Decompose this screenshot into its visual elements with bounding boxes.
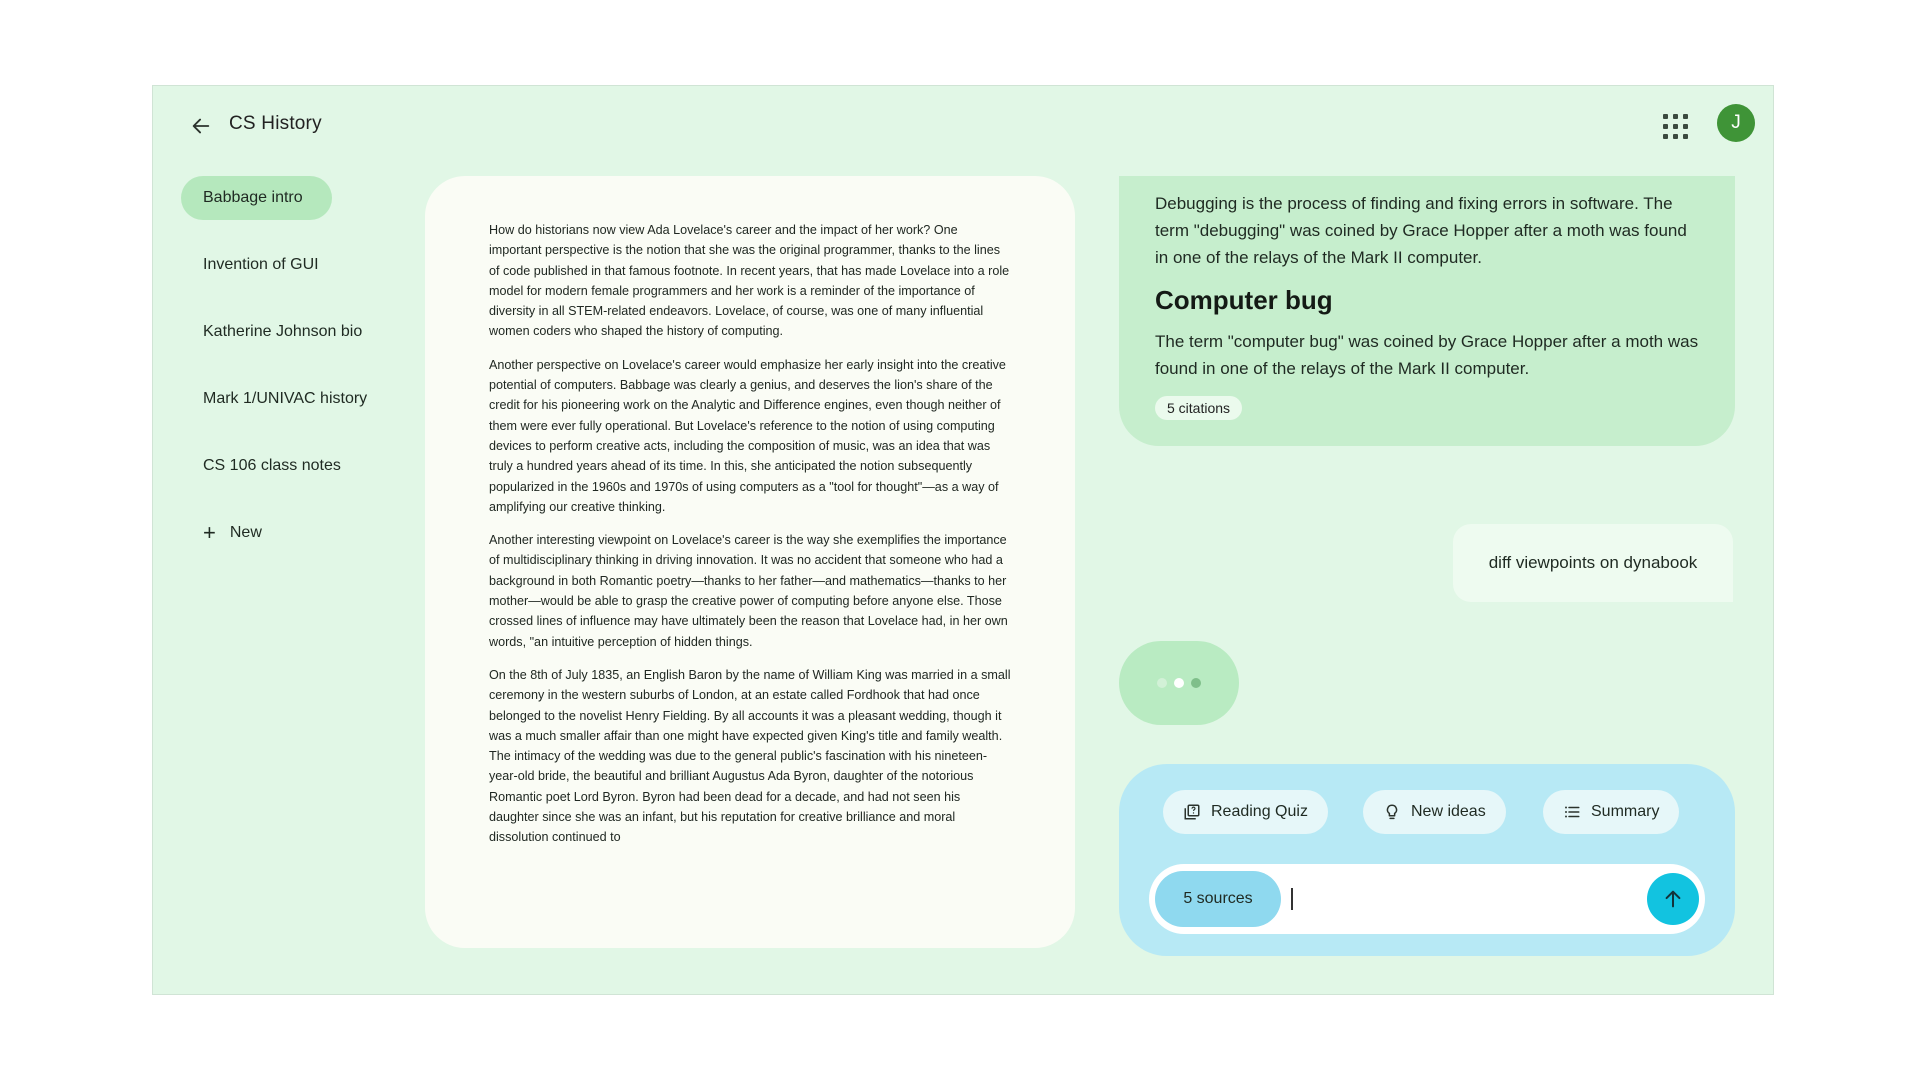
user-message-text: diff viewpoints on dynabook [1488, 553, 1698, 572]
arrow-left-icon [190, 115, 212, 137]
app-window [152, 85, 1774, 995]
apps-grid-icon[interactable] [1659, 110, 1691, 142]
sidebar-item-katherine-johnson-bio[interactable]: Katherine Johnson bio [203, 323, 363, 340]
assistant-answer-card [1119, 176, 1735, 446]
reading-quiz-button[interactable] [1163, 790, 1328, 834]
sidebar-item-babbage-intro[interactable]: Babbage intro [181, 176, 332, 220]
new-ideas-label: New ideas [1411, 803, 1486, 820]
document-paragraph: How do historians now view Ada Lovelace's career and the impact of her work? One important perspective is the notion that she was the original programmer, thanks to the lines of code published in that famous footnote. In recent years, that has made Lovelace into a role model for modern female programmers and her work is a reminder of the importance of diversity in all STEM-related endeavors. Lovelace, of course, was one of many influential women coders who shaped the history of computing. [489, 223, 1010, 339]
quiz-icon [1183, 803, 1201, 821]
new-notebook-label: New [229, 524, 262, 541]
composer-panel [1119, 764, 1735, 956]
sidebar-item-cs106-class-notes[interactable]: CS 106 class notes [203, 457, 341, 474]
back-button[interactable] [183, 108, 219, 144]
avatar[interactable]: J [1717, 104, 1755, 142]
page-title: CS History [229, 113, 322, 134]
sidebar [181, 176, 401, 555]
citations-chip[interactable]: 5 citations [1155, 396, 1242, 420]
reading-quiz-label: Reading Quiz [1211, 803, 1308, 820]
document-paragraph: Another perspective on Lovelace's career would emphasize her early insight into the creative potential of computers. Babbage was clearly a genius, and deserves the lion's share of the credit for his pioneering work on the Analytic and Difference engines, even though neither of them were ever fully operational. But Lovelace's reference to the notion of using computing devices to perform creative acts, including the composition of music, was an idea that was truly a hundred years ahead of its time. In this, she anticipated the notion subsequently popularized in the 1960s and 1970s of using computers as a "tool for thought"—as a way of amplifying our creative thinking. [489, 357, 1006, 514]
typing-indicator [1119, 641, 1239, 725]
answer-heading: Computer bug [1155, 285, 1333, 315]
new-notebook-button[interactable] [181, 511, 401, 555]
chat-input-box [1149, 864, 1705, 934]
chat-input[interactable] [1289, 878, 1629, 920]
send-button[interactable] [1647, 873, 1699, 925]
list-icon [1563, 803, 1581, 821]
new-ideas-button[interactable] [1363, 790, 1506, 834]
answer-intro: Debugging is the process of finding and fixing errors in software. The term "debugging" was coined by Grace Hopper after a moth was found in one of the relays of the Mark II computer. [1155, 194, 1687, 267]
sidebar-item-mark1-univac-history[interactable]: Mark 1/UNIVAC history [203, 390, 368, 407]
summary-label: Summary [1591, 803, 1660, 820]
sources-chip[interactable]: 5 sources [1155, 871, 1281, 927]
document-paragraph: Another interesting viewpoint on Lovelace's career is the way she exemplifies the importance of multidisciplinary thinking in driving innovation. It was no accident that someone who had a background in both Romantic poetry—thanks to her father—and mathematics—thanks to her mother—would be able to grasp the creative power of computing before anyone else. Those crossed lines of influence may have ultimately been the reason that Lovelace had, in her own words, "an intuitive perception of hidden things. [489, 533, 1008, 649]
user-message-bubble [1453, 524, 1733, 602]
lightbulb-icon [1383, 803, 1401, 821]
summary-button[interactable] [1543, 790, 1679, 834]
text-caret [1291, 888, 1293, 910]
sidebar-item-invention-of-gui[interactable]: Invention of GUI [203, 256, 319, 273]
plus-icon: + [203, 520, 216, 545]
arrow-up-icon [1662, 888, 1684, 910]
answer-body: The term "computer bug" was coined by Grace Hopper after a moth was found in one of the relays of the Mark II computer. [1155, 332, 1699, 378]
document-panel[interactable] [425, 176, 1075, 948]
document-paragraph: On the 8th of July 1835, an English Baron by the name of William King was married in a small ceremony in the western suburbs of London, at an estate called Fordhook that had once belonged to the novelist Henry Fielding. By all accounts it was a pleasant wedding, though it was a much smaller affair than one might have expected given King's title and family wealth. The intimacy of the wedding was due to the general public's fascination with his nineteen-year-old bride, the beautiful and brilliant Augustus Ada Byron, daughter of the notorious Romantic poet Lord Byron. Byron had been dead for a decade, and had not seen his daughter since she was an infant, but his reputation for creative brilliance and moral dissolution continued to [489, 667, 1011, 845]
